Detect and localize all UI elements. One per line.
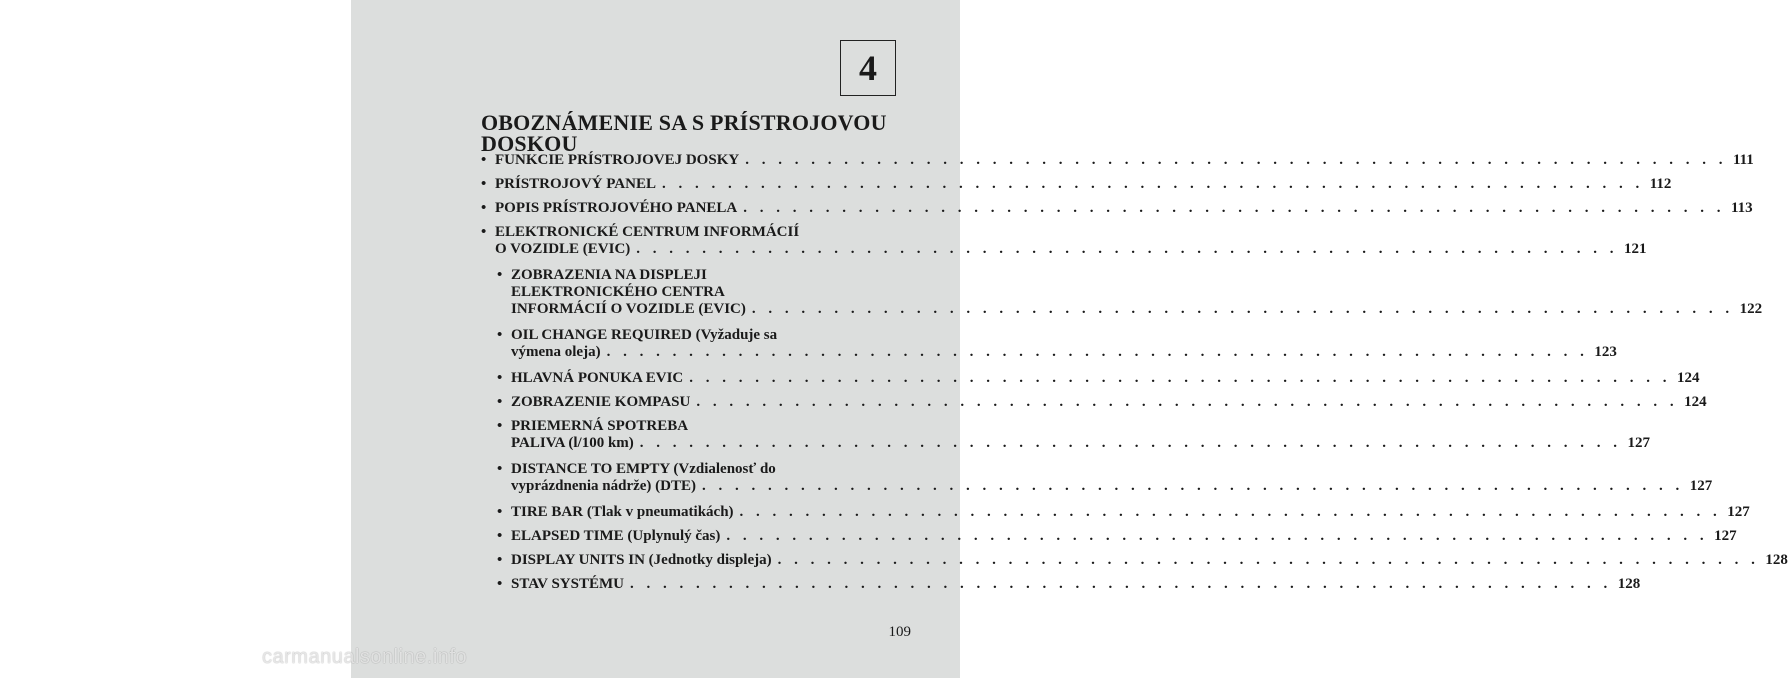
toc-entry-title: vyprázdnenia nádrže) (DTE) bbox=[511, 478, 696, 494]
dot-leader: . . . . . . . . . . . . . . . . . . . . . . . . . . . . . . . . . . . . . . . . . . . . . . . . . . . . . . . . . . . . bbox=[606, 344, 1589, 360]
toc-entry-page: 122 bbox=[1739, 301, 1763, 317]
toc-entry-title: ELEKTRONICKÉHO CENTRA bbox=[511, 284, 725, 300]
toc-entry[interactable] bbox=[481, 418, 1651, 452]
toc-entry-page: 112 bbox=[1649, 176, 1672, 192]
toc-entry-title: PRIEMERNÁ SPOTREBA bbox=[511, 418, 689, 434]
bullet-icon: • bbox=[497, 267, 503, 283]
dot-leader: . . . . . . . . . . . . . . . . . . . . . . . . . . . . . . . . . . . . . . . . . . . . . . . . . . . . . . . . . . . . bbox=[751, 301, 1734, 317]
bullet-icon: • bbox=[497, 552, 503, 568]
bullet-icon: • bbox=[497, 461, 503, 477]
toc-entry-page: 127 bbox=[1627, 435, 1651, 451]
toc-entry[interactable] bbox=[481, 327, 1617, 361]
toc-entry[interactable] bbox=[481, 176, 1672, 193]
bullet-icon: • bbox=[497, 394, 503, 410]
toc-entry-page: 128 bbox=[1765, 552, 1788, 568]
toc-entry-page: 127 bbox=[1689, 478, 1713, 494]
toc-entry-title: PRÍSTROJOVÝ PANEL bbox=[495, 176, 656, 192]
dot-leader: . . . . . . . . . . . . . . . . . . . . . . . . . . . . . . . . . . . . . . . . . . . . . . . . . . . . . . . . . . . . bbox=[662, 176, 1644, 192]
toc-entry[interactable] bbox=[481, 370, 1700, 387]
toc-entry[interactable] bbox=[481, 394, 1707, 411]
toc-entry-title: OIL CHANGE REQUIRED (Vyžaduje sa bbox=[511, 327, 778, 343]
dot-leader: . . . . . . . . . . . . . . . . . . . . . . . . . . . . . . . . . . . . . . . . . . . . . . . . . . . . . . . . . . . . bbox=[777, 552, 1760, 568]
toc-entry[interactable] bbox=[481, 576, 1641, 593]
manual-page bbox=[351, 0, 1788, 678]
toc-entry-title: ELEKTRONICKÉ CENTRUM INFORMÁCIÍ bbox=[495, 224, 800, 240]
toc-entry-title: FUNKCIE PRÍSTROJOVEJ DOSKY bbox=[495, 152, 740, 168]
toc-entry[interactable] bbox=[481, 200, 1753, 217]
toc-entry-title: HLAVNÁ PONUKA EVIC bbox=[511, 370, 684, 386]
toc-entry-page: 121 bbox=[1624, 241, 1647, 257]
toc-entry-title: výmena oleja) bbox=[511, 344, 601, 360]
dot-leader: . . . . . . . . . . . . . . . . . . . . . . . . . . . . . . . . . . . . . . . . . . . . . . . . . . . . . . . . . . . . bbox=[726, 528, 1709, 544]
toc-entry-title: ELAPSED TIME (Uplynulý čas) bbox=[511, 528, 721, 544]
chapter-number-box bbox=[840, 40, 896, 96]
dot-leader: . . . . . . . . . . . . . . . . . . . . . . . . . . . . . . . . . . . . . . . . . . . . . . . . . . . . . . . . . . . . bbox=[739, 504, 1722, 520]
dot-leader: . . . . . . . . . . . . . . . . . . . . . . . . . . . . . . . . . . . . . . . . . . . . . . . . . . . . . . . . . . . . bbox=[639, 435, 1622, 451]
toc-entry[interactable] bbox=[481, 552, 1788, 569]
toc-entry-title: TIRE BAR (Tlak v pneumatikách) bbox=[511, 504, 734, 520]
toc-entry-title: STAV SYSTÉMU bbox=[511, 576, 624, 592]
chapter-number: 4 bbox=[859, 48, 877, 88]
dot-leader: . . . . . . . . . . . . . . . . . . . . . . . . . . . . . . . . . . . . . . . . . . . . . . . . . . . . . . . . . . . . bbox=[702, 478, 1684, 494]
page-number: 109 bbox=[888, 624, 911, 640]
toc-entry-page: 127 bbox=[1714, 528, 1737, 544]
toc-entry-title: DISPLAY UNITS IN (Jednotky displeja) bbox=[511, 552, 772, 568]
bullet-icon: • bbox=[481, 200, 487, 216]
table-of-contents bbox=[481, 152, 1788, 600]
toc-entry-page: 111 bbox=[1732, 152, 1754, 168]
toc-entry[interactable] bbox=[481, 528, 1737, 545]
dot-leader: . . . . . . . . . . . . . . . . . . . . . . . . . . . . . . . . . . . . . . . . . . . . . . . . . . . . . . . . . . . . bbox=[745, 152, 1727, 168]
toc-entry-page: 124 bbox=[1684, 394, 1707, 410]
toc-entry-title: ZOBRAZENIE KOMPASU bbox=[511, 394, 691, 410]
bullet-icon: • bbox=[497, 418, 503, 434]
toc-entry[interactable] bbox=[481, 461, 1713, 495]
section-heading: OBOZNÁMENIE SA S PRÍSTROJOVOU DOSKOU bbox=[481, 110, 887, 156]
bullet-icon: • bbox=[497, 504, 503, 520]
toc-entry[interactable] bbox=[481, 267, 1763, 318]
toc-entry-page: 123 bbox=[1594, 344, 1617, 360]
bullet-icon: • bbox=[497, 370, 503, 386]
dot-leader: . . . . . . . . . . . . . . . . . . . . . . . . . . . . . . . . . . . . . . . . . . . . . . . . . . . . . . . . . . . . bbox=[629, 576, 1612, 592]
toc-entry[interactable] bbox=[481, 504, 1750, 521]
dot-leader: . . . . . . . . . . . . . . . . . . . . . . . . . . . . . . . . . . . . . . . . . . . . . . . . . . . . . . . . . . . . bbox=[696, 394, 1679, 410]
toc-entry-title: INFORMÁCIÍ O VOZIDLE (EVIC) bbox=[511, 301, 746, 317]
toc-entry-page: 124 bbox=[1677, 370, 1700, 386]
dot-leader: . . . . . . . . . . . . . . . . . . . . . . . . . . . . . . . . . . . . . . . . . . . . . . . . . . . . . . . . . . . . bbox=[636, 241, 1619, 257]
bullet-icon: • bbox=[497, 327, 503, 343]
toc-entry-title: POPIS PRÍSTROJOVÉHO PANELA bbox=[495, 200, 738, 216]
toc-entry-page: 127 bbox=[1727, 504, 1750, 520]
toc-entry-title: O VOZIDLE (EVIC) bbox=[495, 241, 631, 257]
bullet-icon: • bbox=[481, 224, 487, 240]
bullet-icon: • bbox=[481, 152, 487, 168]
dot-leader: . . . . . . . . . . . . . . . . . . . . . . . . . . . . . . . . . . . . . . . . . . . . . . . . . . . . . . . . . . . . bbox=[689, 370, 1671, 386]
toc-entry-title: ZOBRAZENIA NA DISPLEJI bbox=[511, 267, 707, 283]
watermark: carmanualsonline.info bbox=[262, 646, 468, 668]
toc-entry[interactable] bbox=[481, 152, 1754, 169]
dot-leader: . . . . . . . . . . . . . . . . . . . . . . . . . . . . . . . . . . . . . . . . . . . . . . . . . . . . . . . . . . . . bbox=[743, 200, 1725, 216]
toc-entry[interactable] bbox=[481, 224, 1647, 258]
toc-entry-page: 113 bbox=[1731, 200, 1753, 216]
toc-entry-title: PALIVA (l/100 km) bbox=[511, 435, 634, 451]
bullet-icon: • bbox=[497, 576, 503, 592]
toc-entry-title: DISTANCE TO EMPTY (Vzdialenosť do bbox=[511, 461, 776, 477]
toc-entry-page: 128 bbox=[1617, 576, 1641, 592]
bullet-icon: • bbox=[497, 528, 503, 544]
blank-left-area bbox=[0, 0, 351, 678]
bullet-icon: • bbox=[481, 176, 487, 192]
